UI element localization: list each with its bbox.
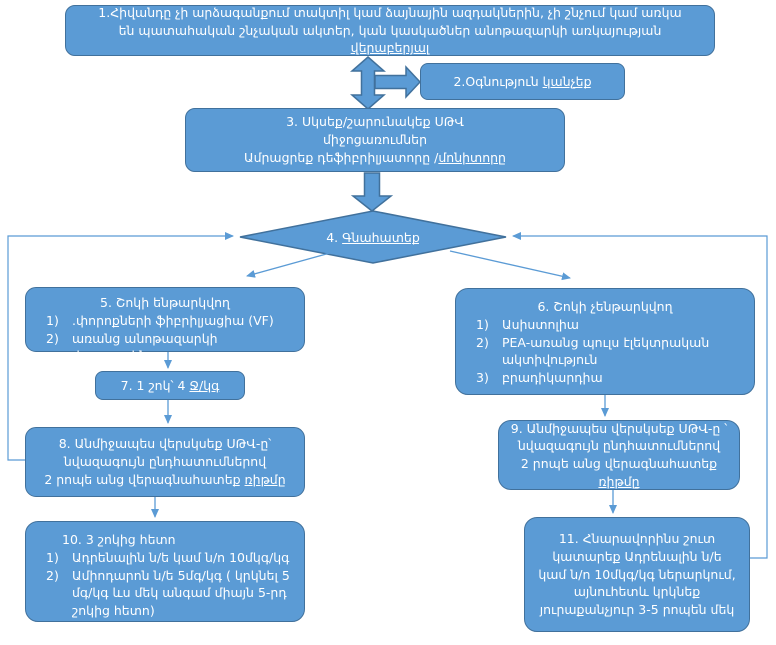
node-4-text: 4. Գնահատեք	[326, 229, 420, 245]
node-11-adrenaline-asap	[524, 517, 750, 632]
node-5-title: 5. Շոկի ենթարկվող	[100, 295, 230, 310]
node-3-line1: 3. Սկսեք/շարունակեք ՍԹՎ	[286, 114, 464, 130]
node-8-line1: 8. Անմիջապես վերսկսեք ՍԹՎ-ը՝	[58, 436, 272, 452]
feedback-right-11-to-diamond	[513, 236, 767, 558]
node-2-text: 2.Օգնություն կանչեք	[453, 73, 592, 89]
node-4-assess-label	[240, 211, 506, 263]
list-item: 1) Ասիստոլիա	[476, 316, 579, 332]
node-6-nonshockable-rhythm	[455, 288, 755, 395]
list-item: 1) .փորոքների ֆիբրիլյացիա (VF)	[46, 312, 274, 328]
down-block-arrow	[353, 173, 391, 211]
node-9-line2: նվազագույն ընդհատումներով	[517, 438, 721, 454]
node-3-start-cpr	[185, 108, 565, 172]
node-11-text: 11. Հնարավորինս շուտ կատարեք Ադրենալին ն/ե կամ ն/ո 10մկգ/կգ ներարկում, այնուհետև կրկնեք յուրաքանչյուր 3-5 րոպեն մեկ	[538, 531, 736, 618]
node-1-text: 1.Հիվանդը չի արձագանքում տակտիլ կամ ձայնային ազդակներին, չի շնչում կամ առկա են պատահական շնչական ակտեր, կան կասկածներ անոթազարկի առկայության վերաբերյալ	[98, 4, 682, 56]
node-2-call-for-help	[420, 63, 625, 100]
node-7-one-shock	[95, 371, 245, 400]
node-5-shockable-rhythm	[25, 287, 305, 364]
node-8-resume-cpr-left	[25, 427, 305, 497]
node-9-resume-cpr-right	[498, 420, 740, 490]
node-10-title: 10. 3 շոկից հետո	[62, 532, 176, 547]
node-8-line2: նվազագույն ընդհատումներով	[63, 454, 267, 470]
node-8-line3: 2 րոպե անց վերագնահատեք ռիթմը	[44, 471, 286, 487]
list-item: 2) PEA-առանց պուլս էլեկտրական ակտիվություն	[476, 334, 710, 368]
node-9-line1: 9. Անմիջապես վերսկսեք ՍԹՎ-ը ՝	[510, 420, 728, 436]
list-item: 2) Ամիոդարոն ն/ե 5մգ/կգ ( կրկնել 5 մգ/կգ ևս մեկ անգամ միայն 5-րդ շոկից հետո)	[46, 567, 290, 618]
node-3-line3: Ամրացրեք դեֆիբրիլյատորը /մոնիտորը	[244, 149, 506, 165]
node-6-title: 6. Շոկի չենթարկվող	[537, 299, 673, 314]
list-item: 3) բրադիկարդիա	[476, 370, 603, 385]
list-item: 2) առանց անոթազարկի փորոքային	[46, 330, 218, 364]
node-3-line2: միջոցառումներ	[322, 132, 427, 148]
node-1-patient-unresponsive	[65, 5, 715, 56]
node-10-after-3-shocks	[25, 521, 305, 622]
node-9-line3: 2 րոպե անց վերագնահատեք ռիթմը	[520, 456, 718, 489]
node-7-text: 7. 1 շոկ՝ 4 Ջ/կգ	[120, 377, 220, 393]
list-item: 1) Ադրենալին ն/ե կամ ն/ո 10մկգ/կգ	[46, 549, 290, 565]
